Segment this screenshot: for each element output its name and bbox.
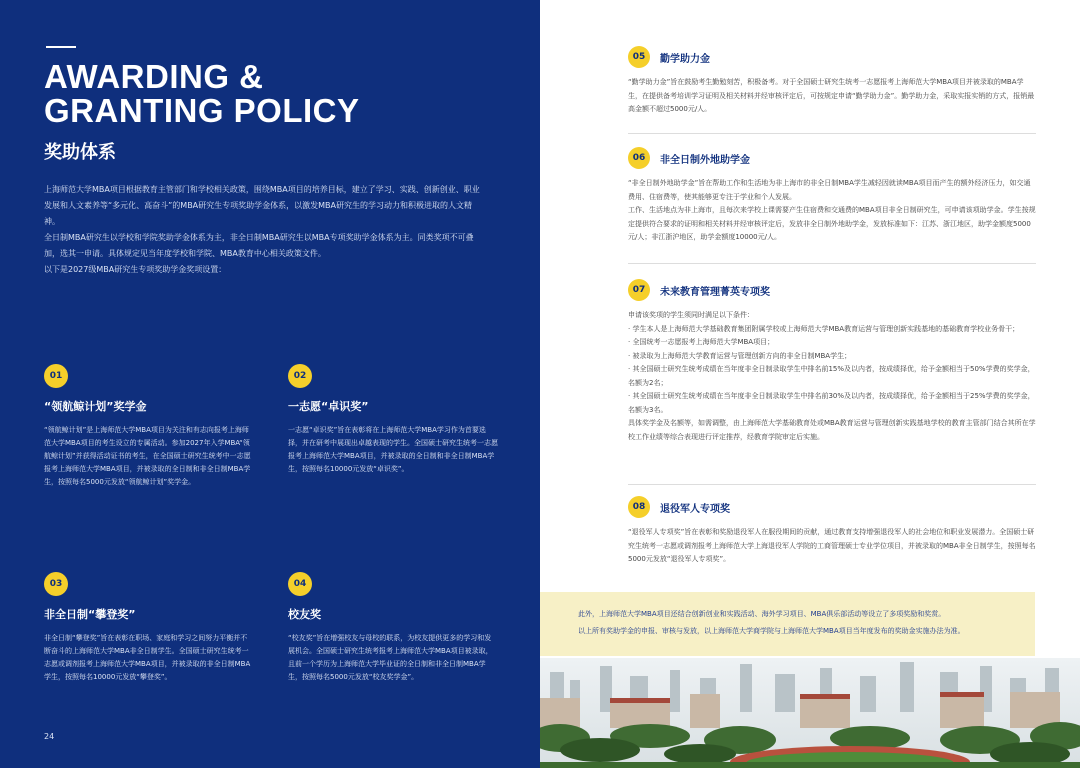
award-section-07 xyxy=(628,279,1036,444)
title-line-1: AWARDING & xyxy=(44,58,264,95)
award-title: “领航鲸计划”奖学金 xyxy=(44,400,147,413)
number-badge: 08 xyxy=(628,496,650,518)
number-badge: 04 xyxy=(288,572,312,596)
intro-text xyxy=(44,182,484,278)
section-paragraph: “非全日制外地助学金”旨在帮助工作和生活地为非上海市的非全日制MBA学生减轻因就读MBA项目而产生的额外经济压力，如交通费用、住宿费等，使其能够更专注于学业和个人发展。 xyxy=(628,179,1031,201)
section-title: 未来教育管理菁英专项奖 xyxy=(660,286,770,298)
award-card-03 xyxy=(44,572,254,684)
section-paragraph: 申请该奖项的学生须同时满足以下条件： xyxy=(628,311,754,319)
note-line: 以上所有奖助学金的申报、审核与发放，以上海师范大学商学院与上海师范大学MBA项目当年度发布的奖助金实施办法为准。 xyxy=(578,627,965,635)
section-text xyxy=(628,526,1036,567)
section-text xyxy=(628,177,1036,245)
number-badge: 01 xyxy=(44,364,68,388)
section-divider xyxy=(628,133,1036,134)
page-number: 24 xyxy=(44,732,55,741)
section-paragraph: “退役军人专项奖”旨在表彰和奖励退役军人在服役期间的贡献，通过教育支持增强退役军人的社会地位和职业发展潜力。全国硕士研究生统考一志愿或调剂报考上海师范大学上海退役军人学院的工商管理硕士专业学位项目，并被录取的MBA非全日制学生，按照每名5000元发放“退役军人专项奖”。 xyxy=(628,528,1036,563)
section-header xyxy=(628,496,1036,518)
title-accent-line xyxy=(46,46,76,48)
award-card-04 xyxy=(288,572,498,684)
section-paragraph: · 被录取为上海师范大学教育运营与管理创新方向的非全日制MBA学生； xyxy=(628,351,852,360)
award-title: 一志愿“卓识奖” xyxy=(288,400,369,413)
section-paragraph: · 其全国硕士研究生统考成绩在当年度非全日制录取学生中排名前15%及以内者，按成绩择优，给予金额相当于50%学费的奖学金，名额为2名； xyxy=(628,365,1035,387)
section-paragraph: · 其全国硕士研究生统考成绩在当年度非全日制录取学生中排名前30%及以内者，按成绩择优，给予金额相当于25%学费的奖学金，名额为3名。 xyxy=(628,392,1035,414)
section-title: 勤学助力金 xyxy=(660,53,710,65)
section-title: 退役军人专项奖 xyxy=(660,503,730,515)
section-header xyxy=(628,279,1036,301)
section-header xyxy=(628,46,1036,68)
section-divider xyxy=(628,484,1036,485)
section-paragraph: 具体奖学金及名额等，如需调整，由上海师范大学基础教育处或MBA教育运营与管理创新实践基地学校的教育主管部门结合其所在学校工作业绩等综合表现进行评定推荐，经教育学院审定后实施。 xyxy=(628,419,1036,441)
page-subtitle: 奖助体系 xyxy=(44,142,116,163)
number-badge: 02 xyxy=(288,364,312,388)
title-line-2: GRANTING POLICY xyxy=(44,92,360,129)
number-badge: 05 xyxy=(628,46,650,68)
page-title xyxy=(44,60,360,128)
additional-note xyxy=(540,592,1035,656)
intro-paragraph: 以下是2027级MBA研究生专项奖助学金奖项设置： xyxy=(44,265,227,274)
section-title: 非全日制外地助学金 xyxy=(660,154,750,166)
section-paragraph: 工作、生活地点为非上海市，且每次来学校上课需要产生住宿费和交通费的MBA项目非全日制研究生，可申请该项助学金。学生按规定提供符合要求的证明和相关材料并经审核评定后，发放非全日制外地助学金，发放标准如下：江苏、浙江地区，助学金额度5000元/人；非江浙沪地区，助学金额度10000元/人。 xyxy=(628,206,1036,241)
award-description: 非全日制“攀登奖”旨在表彰在职场、家庭和学习之间努力平衡并不断奋斗的上海师范大学MBA非全日制学生。全国硕士研究生统考一志愿或调剂报考上海师范大学MBA项目，并被录取的非全日制MBA学生，按照每名10000元发放“攀登奖”。 xyxy=(44,634,251,681)
section-divider xyxy=(628,263,1036,264)
campus-photo-image xyxy=(540,658,1080,768)
award-section-06 xyxy=(628,147,1036,245)
number-badge: 06 xyxy=(628,147,650,169)
number-badge: 07 xyxy=(628,279,650,301)
section-header xyxy=(628,147,1036,169)
award-title: 非全日制“攀登奖” xyxy=(44,608,136,621)
award-description: 一志愿“卓识奖”旨在表彰将在上海师范大学MBA学习作为首要选择，并在研考中展现出卓越表现的学生。全国硕士研究生统考一志愿报考上海师范大学MBA项目，并被录取的全日制和非全日制MBA学生，按照每名10000元发放“卓识奖”。 xyxy=(288,426,498,473)
note-line: 此外，上海师范大学MBA项目还结合创新创业和实践活动、海外学习项目、MBA俱乐部活动等设立了多项奖励和奖赏。 xyxy=(578,610,946,618)
section-paragraph: · 全国统考一志愿报考上海师范大学MBA项目； xyxy=(628,338,775,346)
award-title: 校友奖 xyxy=(288,608,321,621)
intro-paragraph: 全日制MBA研究生以学校和学院奖助学金体系为主，非全日制MBA研究生以MBA专项奖助学金体系为主。同类奖项不可叠加，选其一申请。具体规定见当年度学校和学院、MBA教育中心相关政策文件。 xyxy=(44,233,474,258)
section-text xyxy=(628,309,1036,444)
campus-photo xyxy=(540,658,1080,768)
number-badge: 03 xyxy=(44,572,68,596)
award-card-02 xyxy=(288,364,498,476)
award-card-01 xyxy=(44,364,254,489)
award-section-08 xyxy=(628,496,1036,567)
section-text xyxy=(628,76,1036,117)
award-description: “校友奖”旨在增强校友与母校的联系，为校友提供更多的学习和发展机会。全国硕士研究生统考报考上海师范大学MBA项目被录取，且前一个学历为上海师范大学毕业证的全日制和非全日制MBA学生，按照每名5000元发放“校友奖学金”。 xyxy=(288,634,493,681)
section-paragraph: · 学生本人是上海师范大学基础教育集团附属学校或上海师范大学MBA教育运营与管理创新实践基地的基础教育学校业务骨干； xyxy=(628,324,1020,333)
section-paragraph: “勤学助力金”旨在鼓励考生勤勉刻苦，积极备考。对于全国硕士研究生统考一志愿报考上海师范大学MBA项目并被录取的MBA学生，在提供备考培训学习证明及相关材料并经审核评定后，可按规定申请“勤学助力金”。勤学助力金，采取实报实销的方式，报销最高金额不超过5000元/人。 xyxy=(628,78,1035,113)
intro-paragraph: 上海师范大学MBA项目根据教育主管部门和学校相关政策，围绕MBA项目的培养目标，建立了学习、实践、创新创业、职业发展和人文素养等“多元化、高奋斗”的MBA研究生专项奖助学金体系，以激发MBA研究生的学习动力和积极进取的人文精神。 xyxy=(44,185,480,226)
award-section-05 xyxy=(628,46,1036,117)
award-description: “领航鲸计划”是上海师范大学MBA项目为关注和有志向报考上海师范大学MBA项目的考生设立的专属活动。参加2027年入学MBA“领航鲸计划”并获得活动证书的考生，在全国硕士研究生统考中一志愿报考上海师范大学MBA项目，并被录取的全日制和非全日制MBA学生，按照每名5000元发放“领航鲸计划”奖学金。 xyxy=(44,426,251,486)
